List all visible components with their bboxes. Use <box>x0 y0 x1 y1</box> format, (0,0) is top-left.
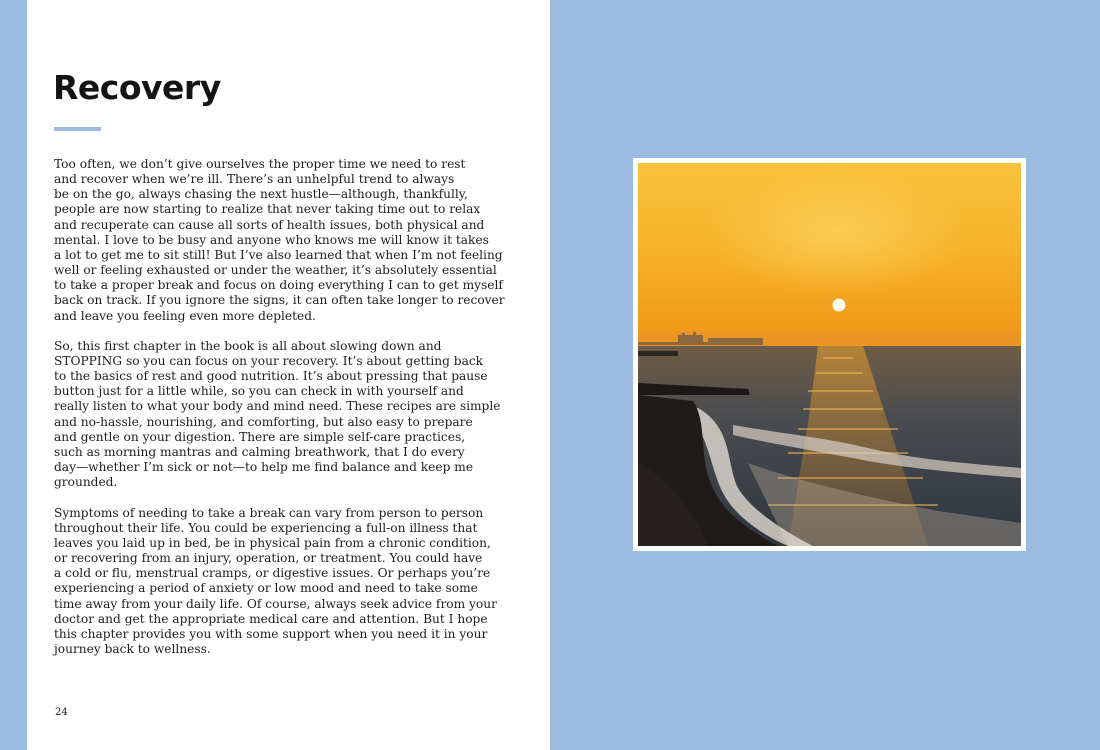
paragraph-3 <box>54 505 497 658</box>
photo-frame <box>633 158 1026 551</box>
text-line: such as morning mantras and calming breathwork, that I do every <box>54 444 465 459</box>
text-line: and recuperate can cause all sorts of health issues, both physical and <box>54 217 485 232</box>
text-line: and recover when we’re ill. There’s an unhelpful trend to always <box>54 172 455 187</box>
text-line: day—whether I’m sick or not—to help me find balance and keep me <box>54 460 474 475</box>
text-line: well or feeling exhausted or under the weather, it’s absolutely essential <box>54 263 497 278</box>
text-line: and gentle on your digestion. There are simple self-care practices, <box>54 429 466 444</box>
text-line: this chapter provides you with some support when you need it in your <box>54 626 488 641</box>
text-line: experiencing a period of anxiety or low mood and need to take some <box>54 581 478 596</box>
page-title: Recovery <box>53 68 221 107</box>
text-line: a cold or flu, menstrual cramps, or digestive issues. Or perhaps you’re <box>54 566 491 581</box>
body-text <box>54 157 505 672</box>
text-line: or recovering from an injury, operation, or treatment. You could have <box>54 551 483 566</box>
text-line: grounded. <box>54 475 118 490</box>
text-line: a lot to get me to sit still! But I’ve also learned that when I’m not feeling <box>54 247 503 262</box>
right-page <box>550 0 1100 750</box>
left-page <box>27 0 550 750</box>
sunset-sea-photo <box>638 163 1021 546</box>
text-line: really listen to what your body and mind need. These recipes are simple <box>54 399 501 414</box>
title-underline-rule <box>54 127 101 131</box>
text-line: back on track. If you ignore the signs, it can often take longer to recover <box>54 293 505 308</box>
text-line: mental. I love to be busy and anyone who knows me will know it takes <box>54 232 489 247</box>
text-line: and leave you feeling even more depleted. <box>54 308 316 323</box>
text-line: throughout their life. You could be experiencing a full-on illness that <box>54 520 478 535</box>
text-line: STOPPING so you can focus on your recovery. It’s about getting back <box>54 354 484 369</box>
jetty <box>638 351 678 356</box>
text-line: leaves you laid up in bed, be in physical pain from a chronic condition, <box>54 535 491 550</box>
text-line: time away from your daily life. Of course, always seek advice from your <box>54 596 497 611</box>
text-line: journey back to wellness. <box>54 641 211 656</box>
text-line: button just for a little while, so you can check in with yourself and <box>54 384 464 399</box>
paragraph-2 <box>54 338 501 491</box>
paragraph-1 <box>54 157 505 324</box>
text-line: doctor and get the appropriate medical care and attention. But I hope <box>54 611 488 626</box>
text-line: to take a proper break and focus on doing everything I can to get myself <box>54 278 503 293</box>
text-line: people are now starting to realize that never taking time out to relax <box>54 202 481 217</box>
text-line: and no-hassle, nourishing, and comforting, but also easy to prepare <box>54 414 473 429</box>
text-line: Too often, we don’t give ourselves the proper time we need to rest <box>54 157 466 171</box>
text-line: be on the go, always chasing the next hustle—although, thankfully, <box>54 187 468 202</box>
text-line: to the basics of rest and good nutrition. It’s about pressing that pause <box>54 369 488 384</box>
page-number: 24 <box>55 707 68 718</box>
text-line: So, this first chapter in the book is all about slowing down and <box>54 338 442 353</box>
text-line: Symptoms of needing to take a break can vary from person to person <box>54 505 484 520</box>
sun <box>833 299 846 312</box>
